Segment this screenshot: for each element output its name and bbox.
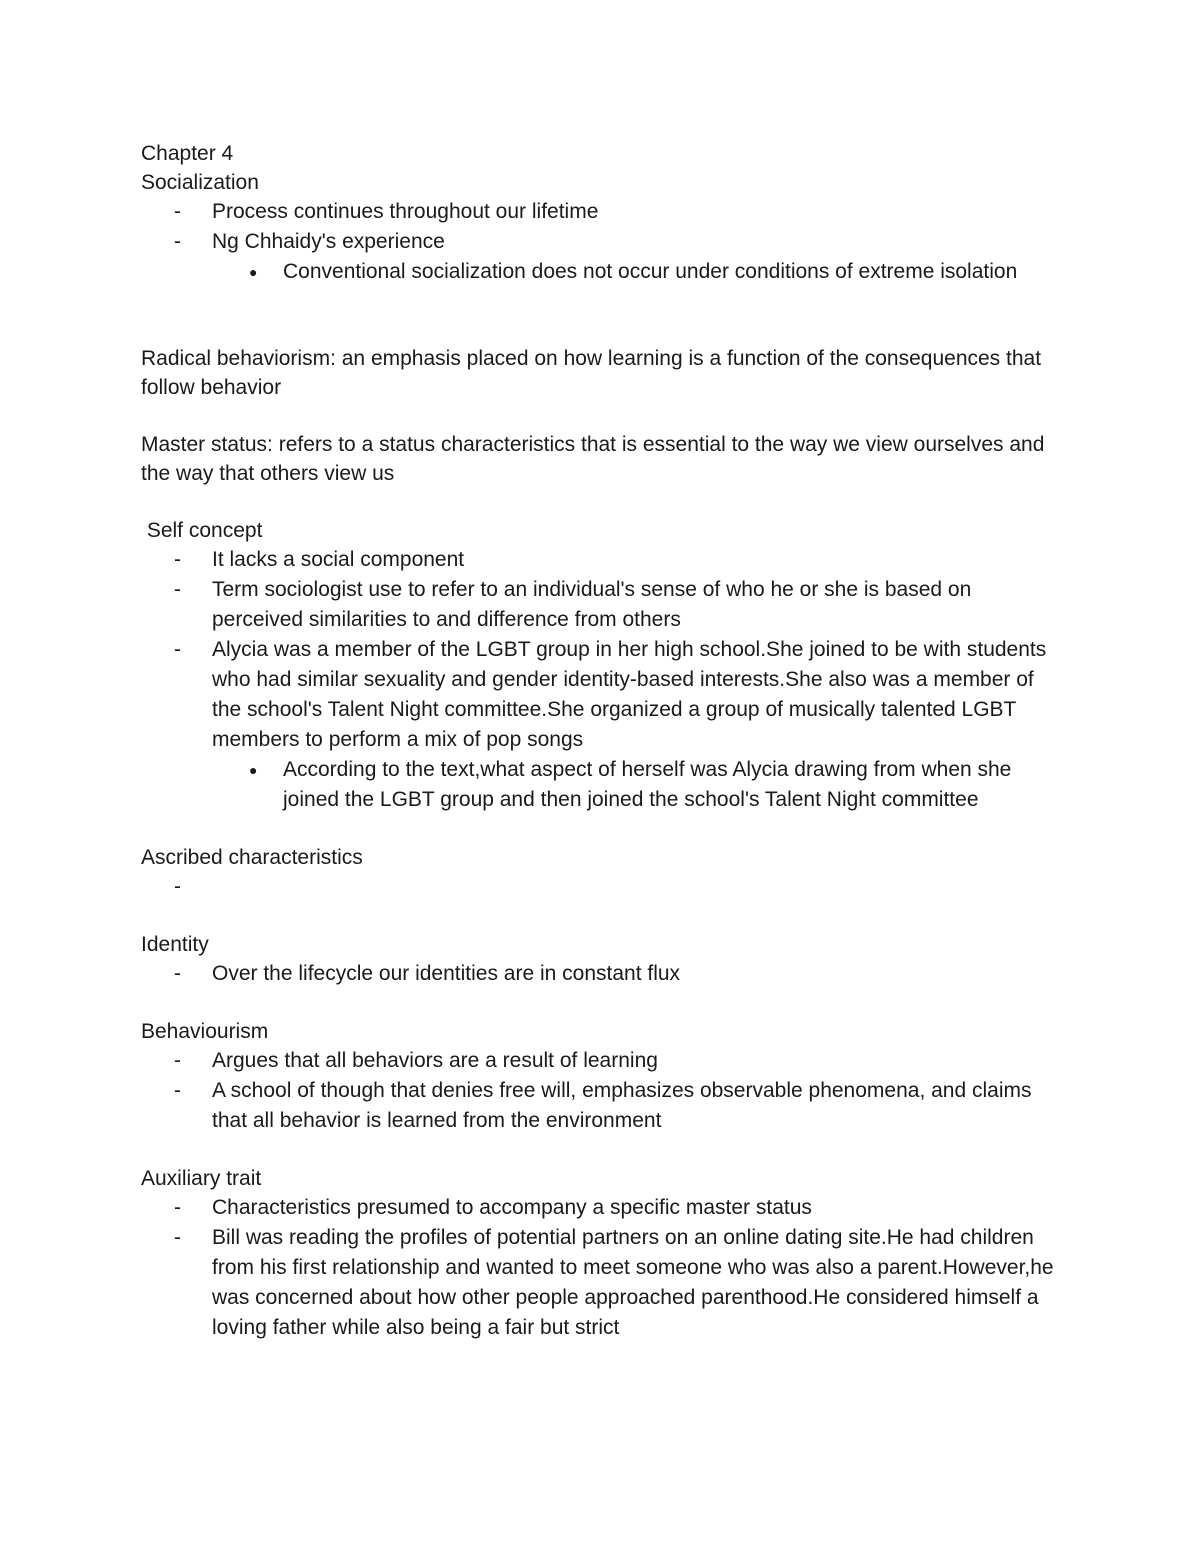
list-item [141, 197, 1061, 227]
list-item [141, 227, 1061, 257]
sub-list-item [141, 755, 1061, 815]
dash-marker: - [174, 1049, 181, 1072]
section-heading-ascribed: Ascribed characteristics [141, 846, 363, 869]
list-item [141, 545, 1061, 575]
list-item-text: Alycia was a member of the LGBT group in her high school.She joined to be with students who had similar sexuality and gender identity-based interests.She also was a member of the school's Talent Night committee.She organized a group of musically talented LGBT members to perform a mix of pop songs [212, 638, 1047, 751]
list-item-text: It lacks a social component [212, 548, 465, 571]
list-item-text: Over the lifecycle our identities are in constant flux [212, 962, 681, 985]
dash-marker: - [174, 875, 181, 898]
dash-marker: - [174, 638, 181, 661]
list-item-text: Bill was reading the profiles of potential partners on an online dating site.He had children from his first relationship and wanted to meet someone who was also a parent.However,he was concerned about how other people approached parenthood.He considered himself a loving father while also being a fair but strict [212, 1226, 1054, 1339]
list-item-text: Term sociologist use to refer to an individual's sense of who he or she is based on perceived similarities to and difference from others [212, 578, 972, 631]
list-item [141, 959, 1061, 989]
list-item-text: A school of though that denies free will, emphasizes observable phenomena, and claims that all behavior is learned from the environment [212, 1079, 1032, 1132]
list-item [141, 1193, 1061, 1223]
definition-master-status: Master status: refers to a status characteristics that is essential to the way we view ourselves and the way that others view us [141, 433, 1045, 485]
list-item-text: Argues that all behaviors are a result of learning [212, 1049, 658, 1072]
dash-marker: - [174, 230, 181, 253]
list-item-text: Characteristics presumed to accompany a specific master status [212, 1196, 812, 1219]
section-heading-auxiliary-trait: Auxiliary trait [141, 1167, 262, 1190]
section-heading-identity: Identity [141, 933, 209, 956]
bullet-marker: ● [249, 264, 258, 280]
dash-marker: - [174, 548, 181, 571]
dash-marker: - [174, 962, 181, 985]
sub-list-item-text: Conventional socialization does not occur under conditions of extreme isolation [283, 260, 1018, 283]
dash-marker: - [174, 200, 181, 223]
dash-marker: - [174, 578, 181, 601]
section-heading-socialization: Socialization [141, 171, 259, 194]
sub-list-item [141, 257, 1061, 287]
list-item [141, 1223, 1061, 1343]
dash-marker: - [174, 1079, 181, 1102]
list-item [141, 635, 1061, 755]
document-page [141, 139, 1061, 1343]
list-item [141, 872, 1061, 902]
list-item-text [212, 875, 218, 898]
section-heading-self-concept: Self concept [141, 519, 263, 542]
dash-marker: - [174, 1196, 181, 1219]
bullet-marker: ● [249, 762, 258, 778]
list-item [141, 1076, 1061, 1136]
list-item-text: Ng Chhaidy's experience [212, 230, 445, 253]
list-item [141, 1046, 1061, 1076]
list-item [141, 575, 1061, 635]
list-item-text: Process continues throughout our lifetime [212, 200, 599, 223]
definition-radical-behaviorism: Radical behaviorism: an emphasis placed on how learning is a function of the consequences that follow behavior [141, 347, 1042, 399]
chapter-title: Chapter 4 [141, 142, 234, 165]
dash-marker: - [174, 1226, 181, 1249]
sub-list-item-text: According to the text,what aspect of herself was Alycia drawing from when she joined the LGBT group and then joined the school's Talent Night committee [283, 758, 1012, 811]
section-heading-behaviourism: Behaviourism [141, 1020, 269, 1043]
